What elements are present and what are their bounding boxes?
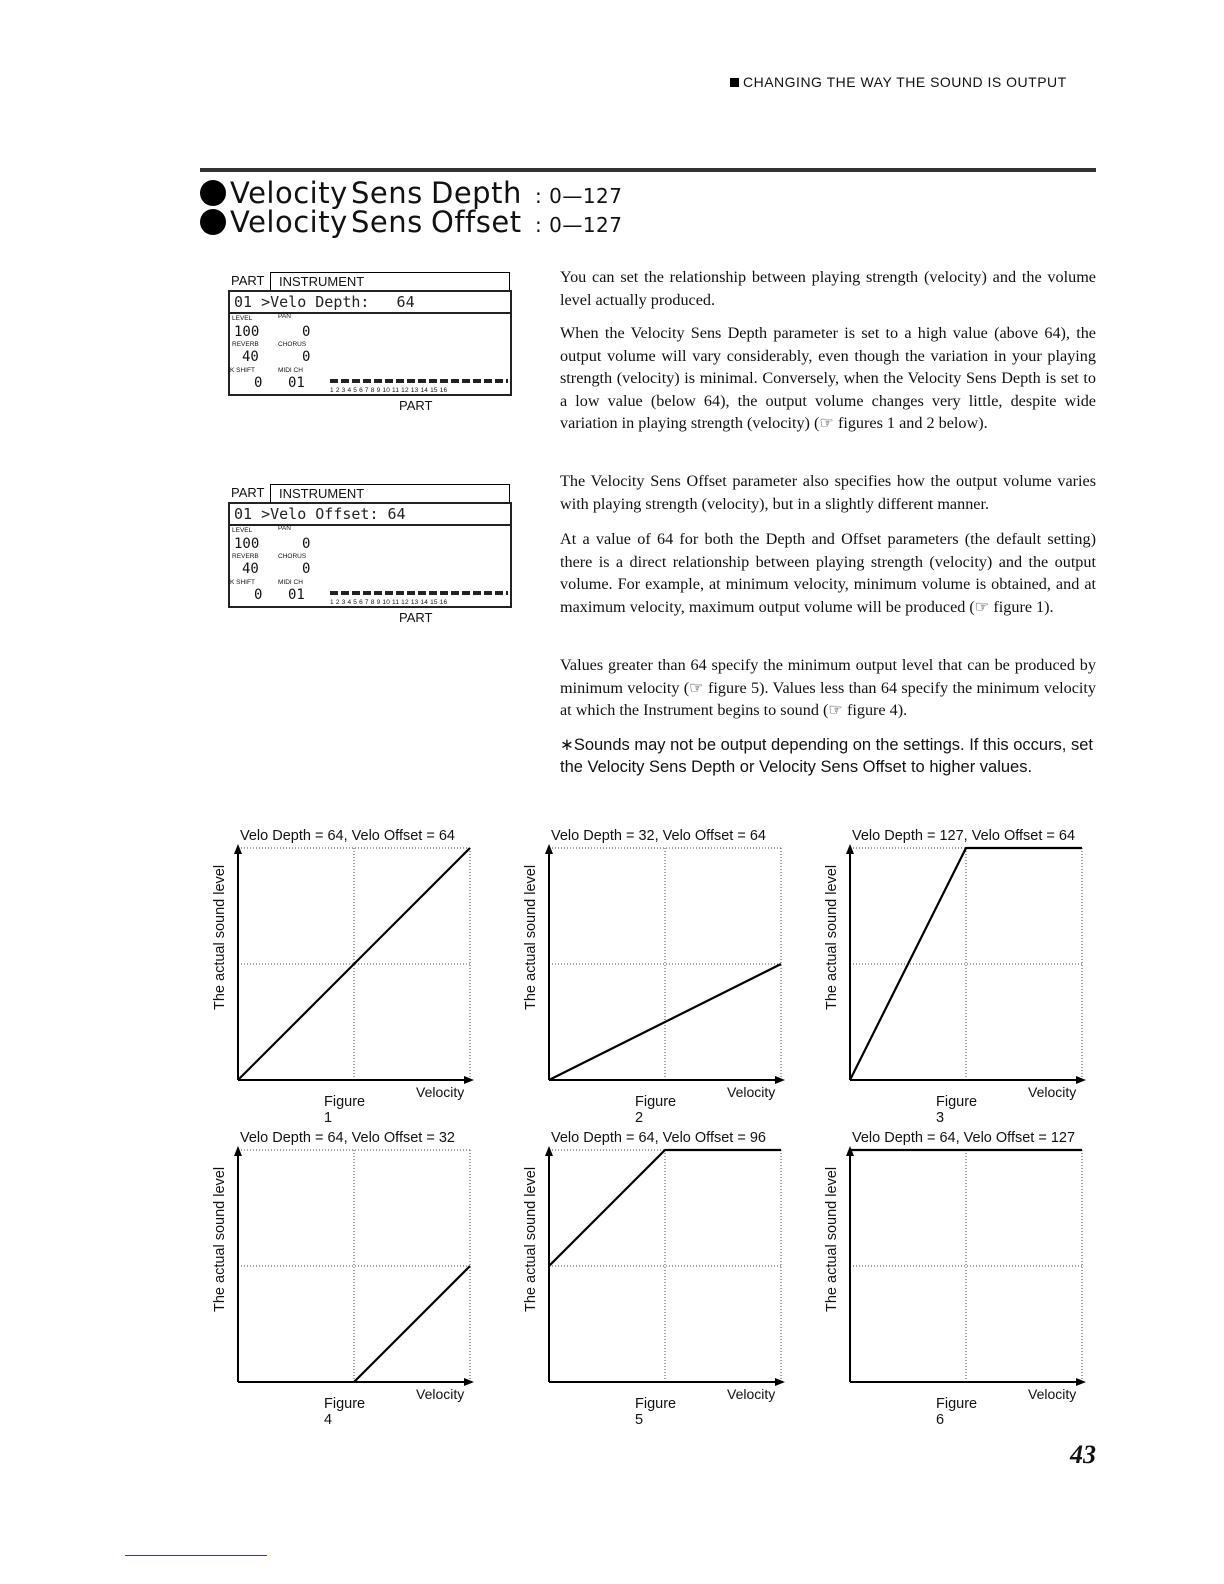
figure-plot <box>846 842 1088 1084</box>
param-word: Depth <box>431 176 522 210</box>
lcd-chorus-label: CHORUS <box>278 341 307 348</box>
paragraph-depth: When the Velocity Sens Depth parameter is set to a high value (above 64), the output volume will vary considerably, even though the variation in your playing strength (velocity) is minimal. Conversely, when the Velocity Sens Depth is set to a low value (below 64), the output volume changes very little, despite wide variation in playing strength (velocity) (☞ figures 1 and 2 below). <box>560 324 1096 433</box>
square-bullet-icon <box>730 78 739 87</box>
header-rule <box>200 168 1096 172</box>
param-word: Offset <box>431 205 522 239</box>
figure-x-axis-label: Velocity <box>1028 1386 1077 1402</box>
figure-title: Velo Depth = 64, Velo Offset = 96 <box>551 1130 766 1146</box>
lcd-part-bottom-label: PART <box>399 610 433 625</box>
figure-x-axis-label: Velocity <box>416 1084 465 1100</box>
paragraph-values: Values greater than 64 specify the minimum output level that can be produced by minimum velocity (☞ figure 5). Values less than 64 specify the minimum velocity at which the Instrument begins to sound (☞ figure 4). <box>560 656 1096 720</box>
param-range: : 0—127 <box>535 213 623 237</box>
lcd-chorus-label: CHORUS <box>278 553 307 560</box>
lcd-pan-value: 0 <box>302 536 311 552</box>
y-axis-arrow-icon <box>234 844 242 854</box>
lcd-level-label: LEVEL <box>232 315 253 322</box>
param-range: : 0—127 <box>535 184 623 208</box>
lcd-chorus-value: 0 <box>302 561 311 577</box>
lcd-parameter-line: 01 >Velo Depth: 64 <box>234 293 415 311</box>
lcd-pan-label: PAN <box>278 313 291 320</box>
figure-caption: Figure 6 <box>936 1396 978 1428</box>
figure-y-axis-label: The actual sound level <box>523 864 539 1010</box>
figure-title: Velo Depth = 127, Velo Offset = 64 <box>852 828 1076 844</box>
x-axis-arrow-icon <box>464 1076 474 1084</box>
lcd-parameter-line: 01 >Velo Offset: 64 <box>234 505 406 523</box>
lcd-part-meters <box>330 379 508 383</box>
param-word: Sens <box>351 176 423 210</box>
figure-caption: Figure 5 <box>635 1396 677 1428</box>
lcd-midi-ch-value: 01 <box>288 375 305 391</box>
figure-caption: Figure 1 <box>324 1094 366 1126</box>
figure-caption: Figure 3 <box>936 1094 978 1126</box>
lcd-level-value: 100 <box>234 324 260 340</box>
lcd-reverb-label: REVERB <box>232 341 259 348</box>
y-axis-arrow-icon <box>234 1146 242 1156</box>
figure-caption: Figure 2 <box>635 1094 677 1126</box>
x-axis-arrow-icon <box>775 1076 785 1084</box>
figure-plot <box>545 1144 787 1386</box>
figure-title: Velo Depth = 32, Velo Offset = 64 <box>551 828 766 844</box>
lcd-part-numbers: 1 2 3 4 5 6 7 8 9 10 11 12 13 14 15 16 <box>330 599 448 606</box>
lcd-display-depth <box>228 272 518 422</box>
lcd-pan-label: PAN <box>278 525 291 532</box>
lcd-reverb-value: 40 <box>242 561 259 577</box>
figure-caption: Figure 4 <box>324 1396 366 1428</box>
bullet-icon <box>200 180 226 206</box>
y-axis-arrow-icon <box>545 844 553 854</box>
figure-plot <box>234 1144 476 1386</box>
figure-series-line <box>238 848 470 1080</box>
note-warning: ∗Sounds may not be output depending on the settings. If this occurs, set the Velocity Sens Depth or Velocity Sens Offset to higher values. <box>560 736 1093 776</box>
lcd-reverb-label: REVERB <box>232 553 259 560</box>
x-axis-arrow-icon <box>775 1378 785 1386</box>
figure-title: Velo Depth = 64, Velo Offset = 32 <box>240 1130 455 1146</box>
figure-plot <box>234 842 476 1084</box>
x-axis-arrow-icon <box>464 1378 474 1386</box>
figure-x-axis-label: Velocity <box>727 1386 776 1402</box>
bullet-icon <box>200 209 226 235</box>
figure-y-axis-label: The actual sound level <box>212 1166 228 1312</box>
lcd-part-meters <box>330 591 508 595</box>
footer-line <box>125 1555 267 1556</box>
param-word: Sens <box>351 205 423 239</box>
lcd-level-label: LEVEL <box>232 527 253 534</box>
figure-x-axis-label: Velocity <box>1028 1084 1077 1100</box>
lcd-level-value: 100 <box>234 536 260 552</box>
figure-x-axis-label: Velocity <box>416 1386 465 1402</box>
lcd-kshift-label: K SHIFT <box>230 579 255 586</box>
lcd-chorus-value: 0 <box>302 349 311 365</box>
lcd-midi-ch-value: 01 <box>288 587 305 603</box>
figure-series-line <box>850 848 1082 1080</box>
figure-series-line <box>549 964 781 1080</box>
figure-x-axis-label: Velocity <box>727 1084 776 1100</box>
lcd-part-label: PART <box>231 485 265 500</box>
x-axis-arrow-icon <box>1076 1378 1086 1386</box>
lcd-frame <box>228 290 512 396</box>
y-axis-arrow-icon <box>846 844 854 854</box>
figure-y-axis-label: The actual sound level <box>523 1166 539 1312</box>
lcd-instrument-label: INSTRUMENT <box>270 272 510 290</box>
figure-title: Velo Depth = 64, Velo Offset = 64 <box>240 828 455 844</box>
lcd-instrument-label: INSTRUMENT <box>270 484 510 502</box>
y-axis-arrow-icon <box>545 1146 553 1156</box>
param-word: Velocity <box>230 176 348 210</box>
figure-plot <box>846 1144 1088 1386</box>
figure-series-line <box>354 1266 470 1382</box>
lcd-reverb-value: 40 <box>242 349 259 365</box>
lcd-pan-value: 0 <box>302 324 311 340</box>
figure-y-axis-label: The actual sound level <box>212 864 228 1010</box>
section-header-text: CHANGING THE WAY THE SOUND IS OUTPUT <box>743 74 1067 90</box>
page-number: 43 <box>1070 1440 1096 1469</box>
lcd-frame <box>228 502 512 608</box>
figure-y-axis-label: The actual sound level <box>824 1166 840 1312</box>
lcd-midi-ch-label: MIDI CH <box>278 579 303 586</box>
figure-y-axis-label: The actual sound level <box>824 864 840 1010</box>
paragraph-offset: The Velocity Sens Offset parameter also specifies how the output volume varies with playing strength (velocity), but in a slightly different manner. <box>560 472 1096 513</box>
lcd-kshift-label: K SHIFT <box>230 367 255 374</box>
lcd-part-label: PART <box>231 273 265 288</box>
lcd-top-line <box>230 292 510 314</box>
lcd-part-numbers: 1 2 3 4 5 6 7 8 9 10 11 12 13 14 15 16 <box>330 387 448 394</box>
figure-plot <box>545 842 787 1084</box>
lcd-kshift-value: 0 <box>254 587 263 603</box>
lcd-kshift-value: 0 <box>254 375 263 391</box>
section-header <box>730 74 1067 90</box>
param-word: Velocity <box>230 205 348 239</box>
lcd-part-bottom-label: PART <box>399 398 433 413</box>
lcd-midi-ch-label: MIDI CH <box>278 367 303 374</box>
lcd-top-line <box>230 504 510 526</box>
figure-title: Velo Depth = 64, Velo Offset = 127 <box>852 1130 1076 1146</box>
lcd-display-offset <box>228 484 518 634</box>
x-axis-arrow-icon <box>1076 1076 1086 1084</box>
paragraph-default: At a value of 64 for both the Depth and Offset parameters (the default setting) there is a direct relationship between playing strength (velocity) and the output volume. For example, at minimum velocity, minimum volume is obtained, and at maximum velocity, maximum output volume will be produced (☞ figure 1). <box>560 530 1096 616</box>
param-title-offset <box>200 205 623 239</box>
paragraph-intro: You can set the relationship between playing strength (velocity) and the volume level actually produced. <box>560 268 1096 309</box>
